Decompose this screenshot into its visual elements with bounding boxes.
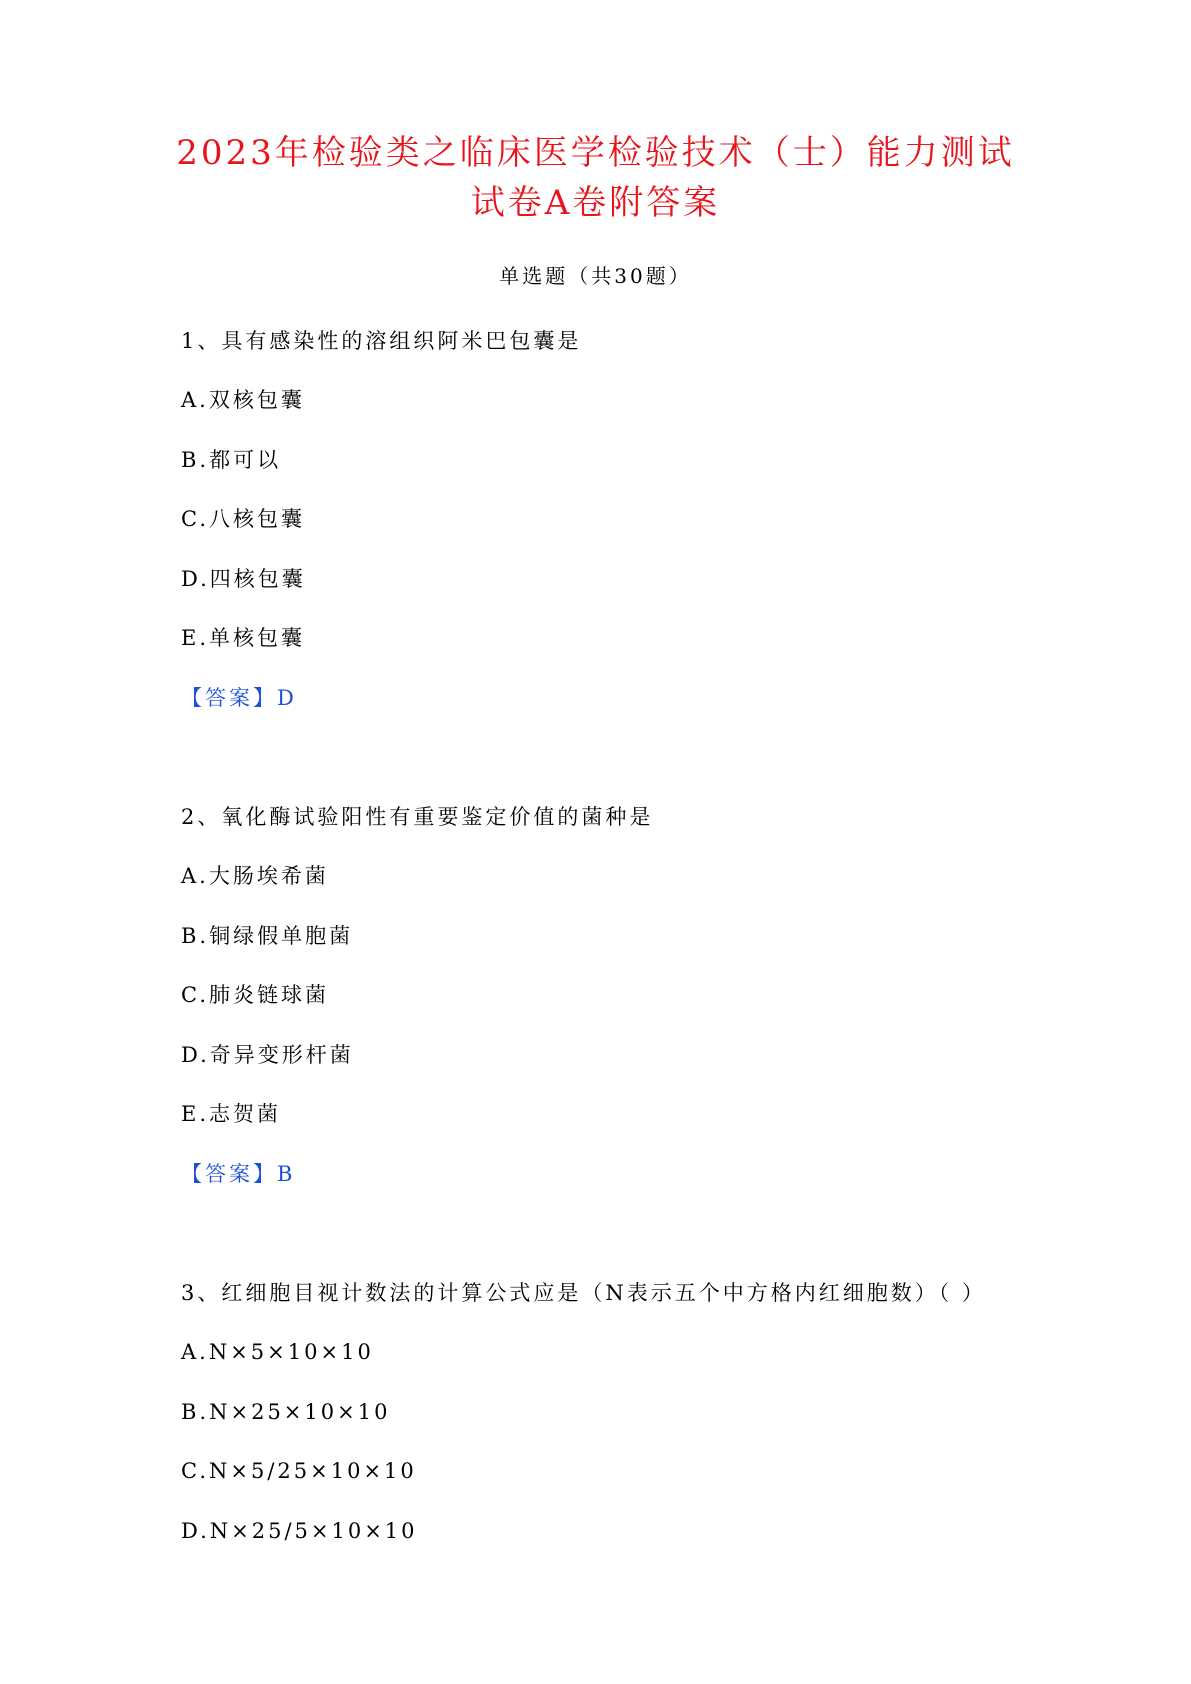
- question-option: E.单核包囊: [181, 626, 306, 650]
- section-heading: 单选题（共30题）: [499, 264, 692, 288]
- question-option: A.大肠埃希菌: [181, 864, 329, 888]
- document-title: [0, 128, 1191, 228]
- question-option: D.N×25/5×10×10: [181, 1519, 418, 1543]
- answer-key: 【答案】B: [181, 1162, 296, 1186]
- title-line-2: 试卷A卷附答案: [470, 183, 721, 223]
- question-option: A.双核包囊: [181, 388, 305, 412]
- question-option: C.八核包囊: [181, 507, 305, 531]
- question-option: B.都可以: [181, 448, 282, 472]
- question-option: B.N×25×10×10: [181, 1400, 391, 1424]
- answer-key: 【答案】D: [181, 686, 297, 710]
- question-option: A.N×5×10×10: [181, 1340, 374, 1364]
- question-option: C.肺炎链球菌: [181, 983, 329, 1007]
- question-stem: 1、具有感染性的溶组织阿米巴包囊是: [181, 329, 582, 353]
- question-option: E.志贺菌: [181, 1102, 282, 1126]
- question-stem: 3、红细胞目视计数法的计算公式应是（N表示五个中方格内红细胞数）（ ）: [181, 1281, 986, 1305]
- question-option: C.N×5/25×10×10: [181, 1459, 417, 1483]
- question-option: D.四核包囊: [181, 567, 306, 591]
- question-stem: 2、氧化酶试验阳性有重要鉴定价值的菌种是: [181, 805, 654, 829]
- question-option: B.铜绿假单胞菌: [181, 924, 354, 948]
- title-line-1: 2023年检验类之临床医学检验技术（士）能力测试: [176, 133, 1015, 173]
- question-option: D.奇异变形杆菌: [181, 1043, 354, 1067]
